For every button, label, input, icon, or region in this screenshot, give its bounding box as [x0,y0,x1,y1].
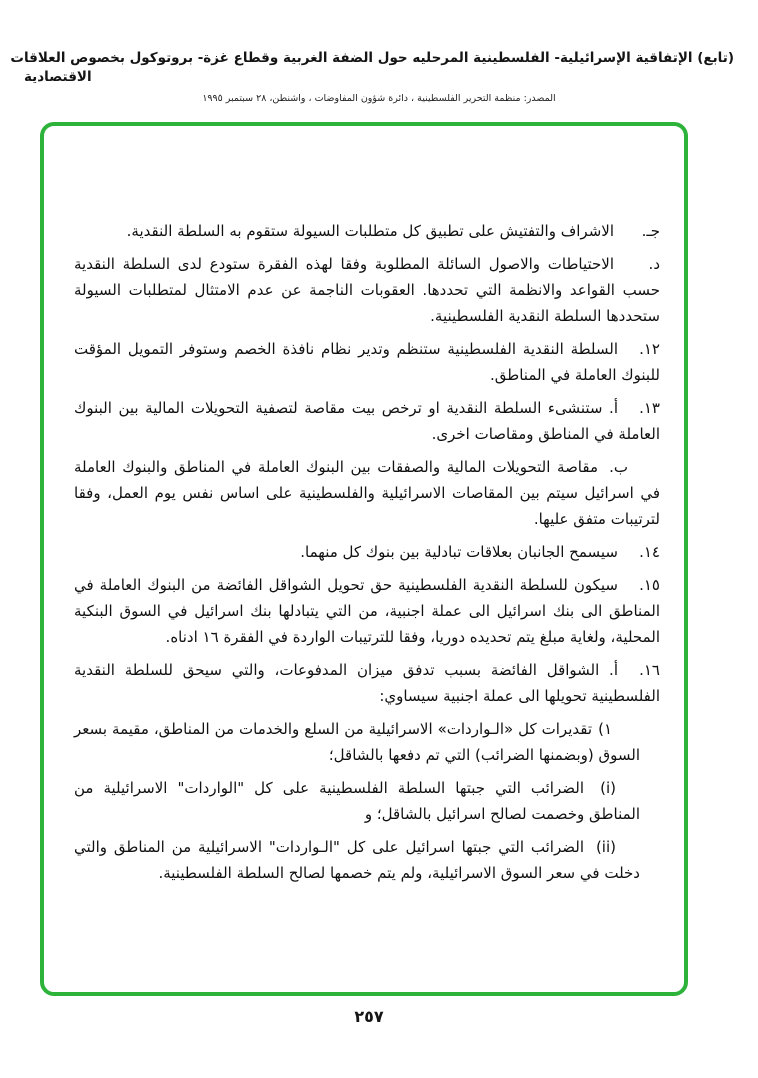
page-header [10,50,734,104]
content-border-box [40,122,688,996]
item-marker: ١) [598,720,612,738]
document-title-line2: الاقتصادية [24,69,92,85]
item-dal [74,251,660,329]
item-text: أ. ستنشىء السلطة النقدية او ترخص بيت مقاصة لتصفية التحويلات المالية بين البنوك العاملة في المناطق ومقاصات اخرى. [74,399,660,443]
item-text: أ. الشواقل الفائضة بسبب تدفق ميزان المدفوعات، والتي سيحق للسلطة النقدية الفلسطينية تحويلها الى عملة اجنبية سيساوي: [74,661,660,705]
item-text: سيكون للسلطة النقدية الفلسطينية حق تحويل الشواقل الفائضة من البنوك العاملة في المناطق الى بنك اسرائيل الى عملة اجنبية، من التي يتبادلها بنك اسرائيل في السوق البنكية المحلية، ولغاية مبلغ يتم تحديده دوريا، وفقا للترتيبات الواردة في الفقرة ١٦ ادناه. [74,576,660,646]
item-16a [74,657,660,709]
item-16a-1 [74,716,640,768]
item-13b [74,454,660,532]
item-marker: (ii) [595,838,616,856]
item-16a-i [74,775,640,827]
item-text: السلطة النقدية الفلسطينية ستنظم وتدير نظام نافذة الخصم وستوفر التمويل المؤقت للبنوك العاملة في المناطق. [74,340,660,384]
item-marker: جـ. [641,222,660,240]
document-source: المصدر: منظمة التحرير الفلسطينية ، دائرة شؤون المفاوضات ، واشنطن، ٢٨ سبتمبر ١٩٩٥ [202,93,556,104]
item-text: سيسمح الجانبان بعلاقات تبادلية بين بنوك كل منهما. [300,543,618,561]
item-text: مقاصة التحويلات المالية والصفقات بين البنوك العاملة في المناطق والبنوك العاملة في اسرائيل سيتم بين المقاصات الاسرائيلية والفلسطينية على اساس نفس يوم العمل، وفقا لترتيبات متفق عليها. [74,458,660,528]
item-marker: ١٣. [639,399,660,417]
item-marker: ١٢. [639,340,660,358]
item-marker: (i) [600,779,616,797]
item-16a-ii [74,834,640,886]
item-text: الاشراف والتفتيش على تطبيق كل متطلبات السيولة ستقوم به السلطة النقدية. [126,222,614,240]
item-text: الضرائب التي جبتها اسرائيل على كل "الـواردات" الاسرائيلية من المناطق والتي دخلت في سعر السوق الاسرائيلية، ولم يتم خصمها لصالح السلطة الفلسطينية. [74,838,640,882]
page-number: ٢٥٧ [354,1007,384,1026]
item-12 [74,336,660,388]
item-text: تقديرات كل «الـواردات» الاسرائيلية من السلع والخدمات من المناطق، مقيمة بسعر السوق (وبضمنها الضرائب) التي تم دفعها بالشاقل؛ [74,720,640,764]
item-marker: ١٦. [639,661,660,679]
item-text: الضرائب التي جبتها السلطة الفلسطينية على كل "الواردات" الاسرائيلية من المناطق وخصمت لصالح اسرائيل بالشاقل؛ و [74,779,640,823]
item-marker: د. [648,255,660,273]
item-marker: ب. [609,458,628,476]
item-13a [74,395,660,447]
item-text: الاحتياطات والاصول السائلة المطلوبة وفقا لهذه الفقرة ستودع لدى السلطة النقدية حسب القواعد والانظمة التي تحددها. العقوبات الناجمة عن عدم الامتثال لمتطلبات السيولة ستحددها السلطة النقدية الفلسطينية. [74,255,660,325]
document-body [74,218,660,886]
item-jeem [74,218,660,244]
item-14 [74,539,660,565]
document-title-line1: (تابع) الإتفاقية الإسرائيلية- الفلسطينية المرحليه حول الضفة الغربية وقطاع غزة- بروتوكول بخصوص العلاقات [10,50,734,66]
item-marker: ١٥. [639,576,660,594]
item-15 [74,572,660,650]
item-marker: ١٤. [639,543,660,561]
